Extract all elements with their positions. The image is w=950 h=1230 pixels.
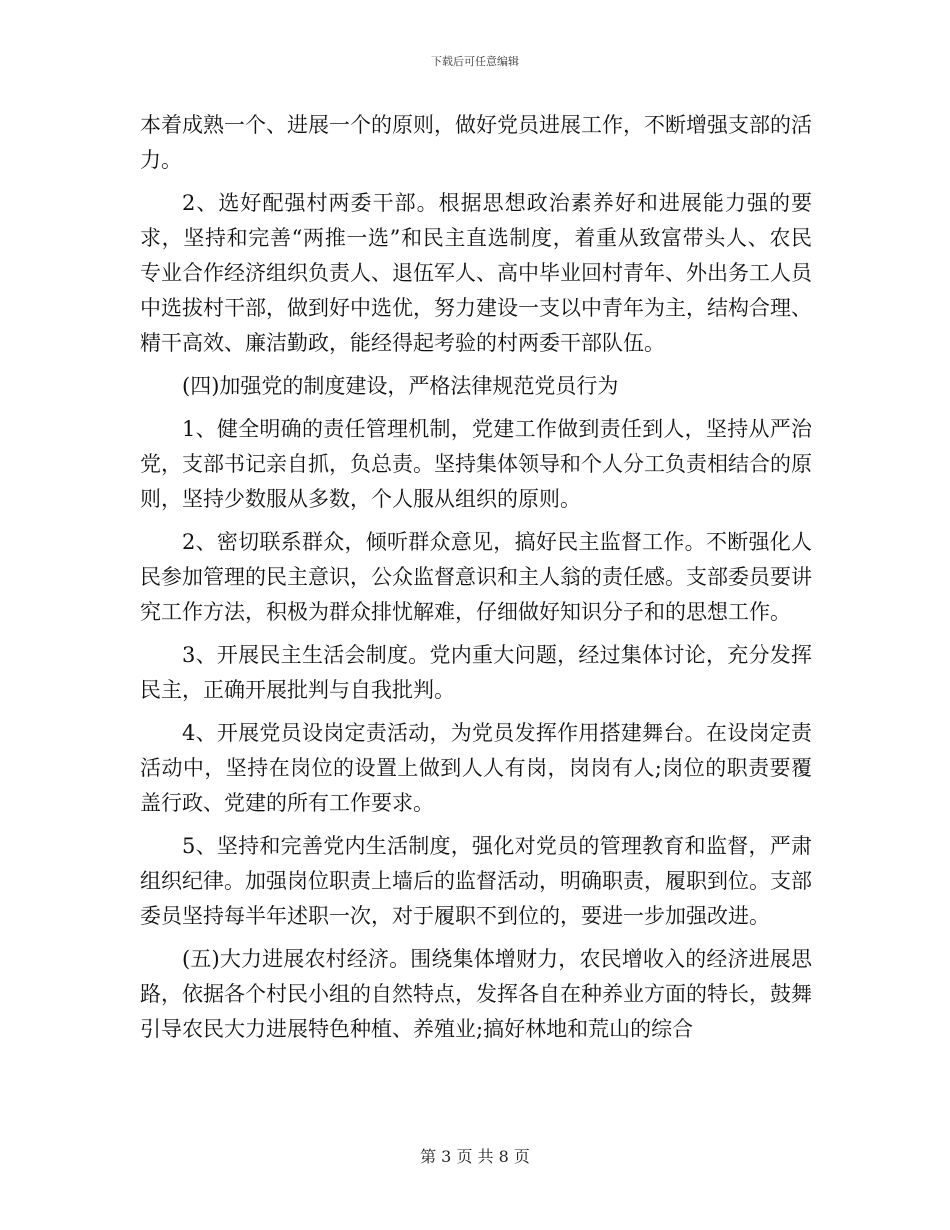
section-heading: (四)加强党的制度建设，严格法律规范党员行为	[182, 374, 619, 398]
paragraph: 4、开展党员设岗定责活动，为党员发挥作用搭建舞台。在设岗定责活动中，坚持在岗位的设置上做到人人有岗，岗岗有人;岗位的职责要覆盖行政、党建的所有工作要求。	[140, 721, 812, 815]
page-header: 下载后可任意编辑	[431, 55, 519, 68]
document-body	[140, 108, 812, 1055]
page-number-footer: 第 3 页 共 8 页	[420, 1147, 530, 1166]
paragraph: 2、密切联系群众，倾听群众意见，搞好民主监督工作。不断强化人民参加管理的民主意识，公众监督意识和主人翁的责任感。支部委员要讲究工作方法，积极为群众排忧解难，仔细做好知识分子和的思想工作。	[140, 530, 812, 624]
paragraph: 3、开展民主生活会制度。党内重大问题，经过集体讨论，充分发挥民主，正确开展批判与自我批判。	[140, 643, 812, 702]
paragraph: (五)大力进展农村经济。围绕集体增财力，农民增收入的经济进展思路，依据各个村民小组的自然特点，发挥各自在种养业方面的特长，鼓舞引导农民大力进展特色种植、养殖业;搞好林地和荒山的综合	[140, 947, 812, 1041]
paragraph: 2、选好配强村两委干部。根据思想政治素养好和进展能力强的要求，坚持和完善“两推一选”和民主直选制度，着重从致富带头人、农民专业合作经济组织负责人、退伍军人、高中毕业回村青年、外出务工人员中选拔村干部，做到好中选优，努力建设一支以中青年为主，结构合理、精干高效、廉洁勤政，能经得起考验的村两委干部队伍。	[140, 191, 812, 355]
paragraph: 1、健全明确的责任管理机制，党建工作做到责任到人，坚持从严治党，支部书记亲自抓，负总责。坚持集体领导和个人分工负责相结合的原则，坚持少数服从多数，个人服从组织的原则。	[140, 417, 812, 511]
paragraph: 5、坚持和完善党内生活制度，强化对党员的管理教育和监督，严肃组织纪律。加强岗位职责上墙后的监督活动，明确职责，履职到位。支部委员坚持每半年述职一次，对于履职不到位的，要进一步加强改进。	[140, 834, 812, 928]
paragraph: 本着成熟一个、进展一个的原则，做好党员进展工作，不断增强支部的活力。	[140, 113, 812, 172]
